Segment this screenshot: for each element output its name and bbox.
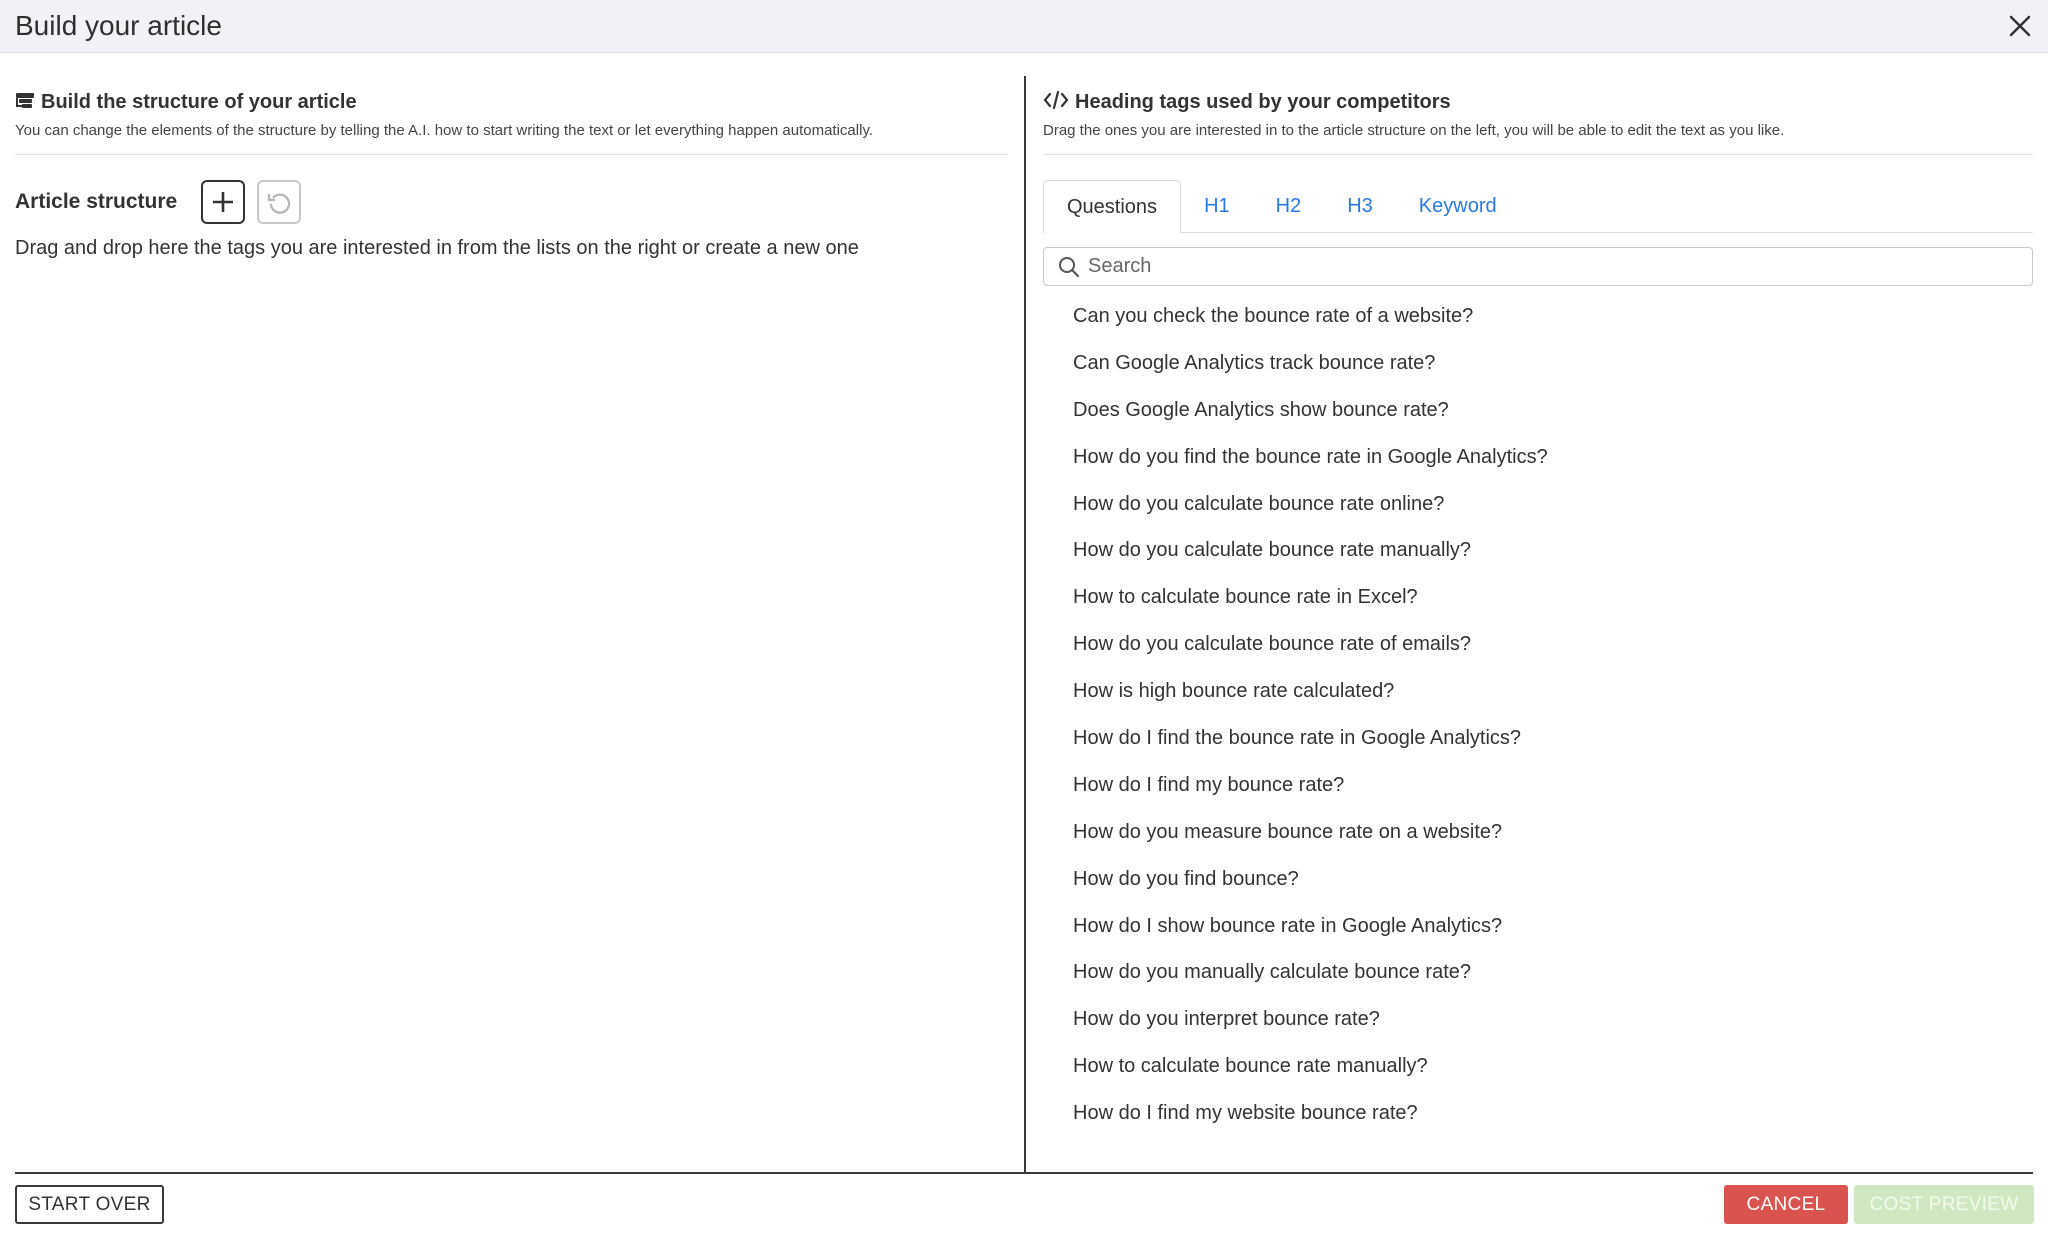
undo-icon — [266, 189, 292, 215]
add-tag-button[interactable] — [201, 180, 245, 224]
question-item[interactable]: How do you find bounce? — [1073, 867, 1299, 890]
code-icon — [1043, 90, 1069, 115]
dialog-titlebar — [0, 0, 2048, 53]
structure-heading: Build the structure of your article — [41, 91, 357, 113]
plus-icon — [210, 189, 236, 215]
question-item[interactable]: How do you calculate bounce rate of emails? — [1073, 633, 1472, 656]
competitor-divider — [1043, 154, 2033, 155]
cancel-button[interactable]: CANCEL — [1724, 1185, 1848, 1224]
question-item[interactable]: How do I find my bounce rate? — [1073, 773, 1345, 796]
question-item[interactable]: How is high bounce rate calculated? — [1073, 680, 1395, 703]
questions-list[interactable] — [1073, 293, 2023, 1125]
dialog-title: Build your article — [15, 10, 222, 41]
question-item[interactable]: How do you find the bounce rate in Google Analytics? — [1073, 445, 1548, 468]
question-item[interactable]: Can you check the bounce rate of a website? — [1073, 305, 1474, 327]
question-item[interactable]: Does Google Analytics show bounce rate? — [1073, 398, 1449, 421]
structure-subtitle: You can change the elements of the structure by telling the A.I. how to start writing the text or let everything happen automatically. — [15, 122, 873, 139]
tab-keyword[interactable]: Keyword — [1418, 195, 1497, 217]
search-box — [1043, 247, 2033, 286]
search-input[interactable] — [1088, 255, 1988, 278]
structure-icon — [15, 90, 35, 115]
start-over-button[interactable]: START OVER — [15, 1185, 164, 1224]
drop-zone-hint[interactable]: Drag and drop here the tags you are interested in from the lists on the right or create a new one — [15, 237, 859, 259]
heading-tabs — [1043, 180, 2033, 233]
question-item[interactable]: How do I find my website bounce rate? — [1073, 1102, 1418, 1125]
question-item[interactable]: How do you manually calculate bounce rate? — [1073, 961, 1472, 984]
tab-h3[interactable]: H3 — [1347, 195, 1373, 217]
structure-header — [15, 90, 357, 115]
close-icon[interactable] — [2006, 12, 2034, 40]
question-item[interactable]: How do I find the bounce rate in Google Analytics? — [1073, 727, 1522, 750]
structure-divider — [15, 154, 1007, 155]
undo-button[interactable] — [257, 180, 301, 224]
question-item[interactable]: Can Google Analytics track bounce rate? — [1073, 351, 1436, 374]
article-structure-label: Article structure — [15, 190, 178, 213]
cost-preview-button[interactable]: COST PREVIEW — [1854, 1185, 2034, 1224]
article-structure-toolbar — [15, 180, 313, 224]
tab-h2[interactable]: H2 — [1275, 195, 1302, 217]
question-item[interactable]: How do I show bounce rate in Google Analytics? — [1073, 914, 1503, 937]
question-item[interactable]: How do you measure bounce rate on a website? — [1073, 820, 1503, 843]
footer-divider — [15, 1172, 2033, 1174]
search-icon — [1058, 256, 1080, 278]
question-item[interactable]: How to calculate bounce rate in Excel? — [1073, 586, 1418, 609]
question-item[interactable]: How do you calculate bounce rate manually? — [1073, 539, 1472, 562]
tab-h1[interactable]: H1 — [1204, 195, 1230, 217]
competitor-heading: Heading tags used by your competitors — [1075, 91, 1451, 113]
question-item[interactable]: How do you interpret bounce rate? — [1073, 1008, 1380, 1031]
tab-questions[interactable]: Questions — [1043, 180, 1181, 234]
structure-panel — [0, 53, 1024, 1173]
competitor-headings-panel — [1026, 53, 2048, 1173]
competitor-header — [1043, 90, 1451, 115]
competitor-subtitle: Drag the ones you are interested in to the article structure on the left, you will be able to edit the text as you like. — [1043, 122, 1785, 139]
question-item[interactable]: How do you calculate bounce rate online? — [1073, 492, 1445, 515]
question-item[interactable]: How to calculate bounce rate manually? — [1073, 1055, 1428, 1078]
